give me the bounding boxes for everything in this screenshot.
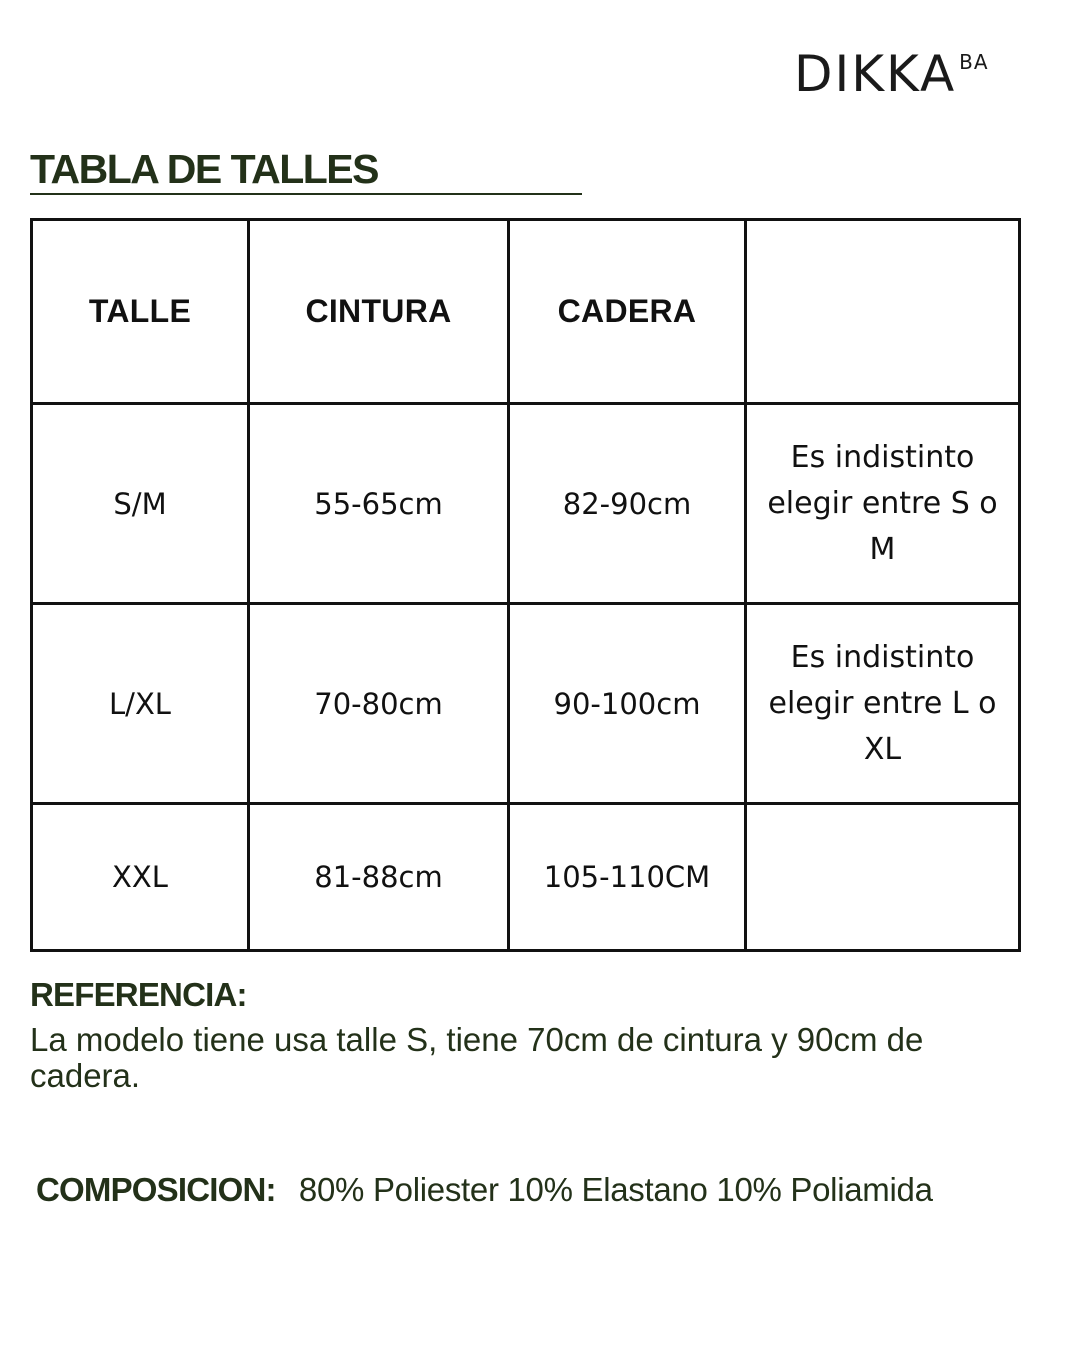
brand-logo <box>794 44 989 104</box>
cell-cadera: 82-90cm <box>509 404 746 604</box>
header-cadera: CADERA <box>509 220 746 404</box>
cell-cadera: 105-110CM <box>509 804 746 951</box>
header-cintura: CINTURA <box>249 220 509 404</box>
title-underline <box>30 193 582 195</box>
header-notes <box>746 220 1020 404</box>
table-header-row <box>32 220 1020 404</box>
cell-talle: S/M <box>32 404 249 604</box>
cell-talle: XXL <box>32 804 249 951</box>
composicion-line <box>36 1170 933 1210</box>
size-table <box>30 218 1021 952</box>
header-talle: TALLE <box>32 220 249 404</box>
brand-name: DIKKA <box>794 45 957 103</box>
cell-cintura: 81-88cm <box>249 804 509 951</box>
cell-note: Es indistinto elegir entre S o M <box>746 404 1020 604</box>
referencia-text: La modelo tiene usa talle S, tiene 70cm de cintura y 90cm de cadera. <box>30 1021 924 1094</box>
cell-note <box>746 804 1020 951</box>
cell-cintura: 55-65cm <box>249 404 509 604</box>
cell-cadera: 90-100cm <box>509 604 746 804</box>
composicion-values: 80% Poliester 10% Elastano 10% Poliamida <box>298 1171 933 1208</box>
cell-cintura: 70-80cm <box>249 604 509 804</box>
cell-talle: L/XL <box>32 604 249 804</box>
brand-suffix: BA <box>959 50 989 74</box>
table-row <box>32 604 1020 804</box>
table-row <box>32 804 1020 951</box>
cell-note: Es indistinto elegir entre L o XL <box>746 604 1020 804</box>
table-row <box>32 404 1020 604</box>
referencia-label: REFERENCIA: <box>30 976 247 1013</box>
composicion-label: COMPOSICION: <box>36 1171 276 1208</box>
page-title: TABLA DE TALLES <box>30 146 378 192</box>
